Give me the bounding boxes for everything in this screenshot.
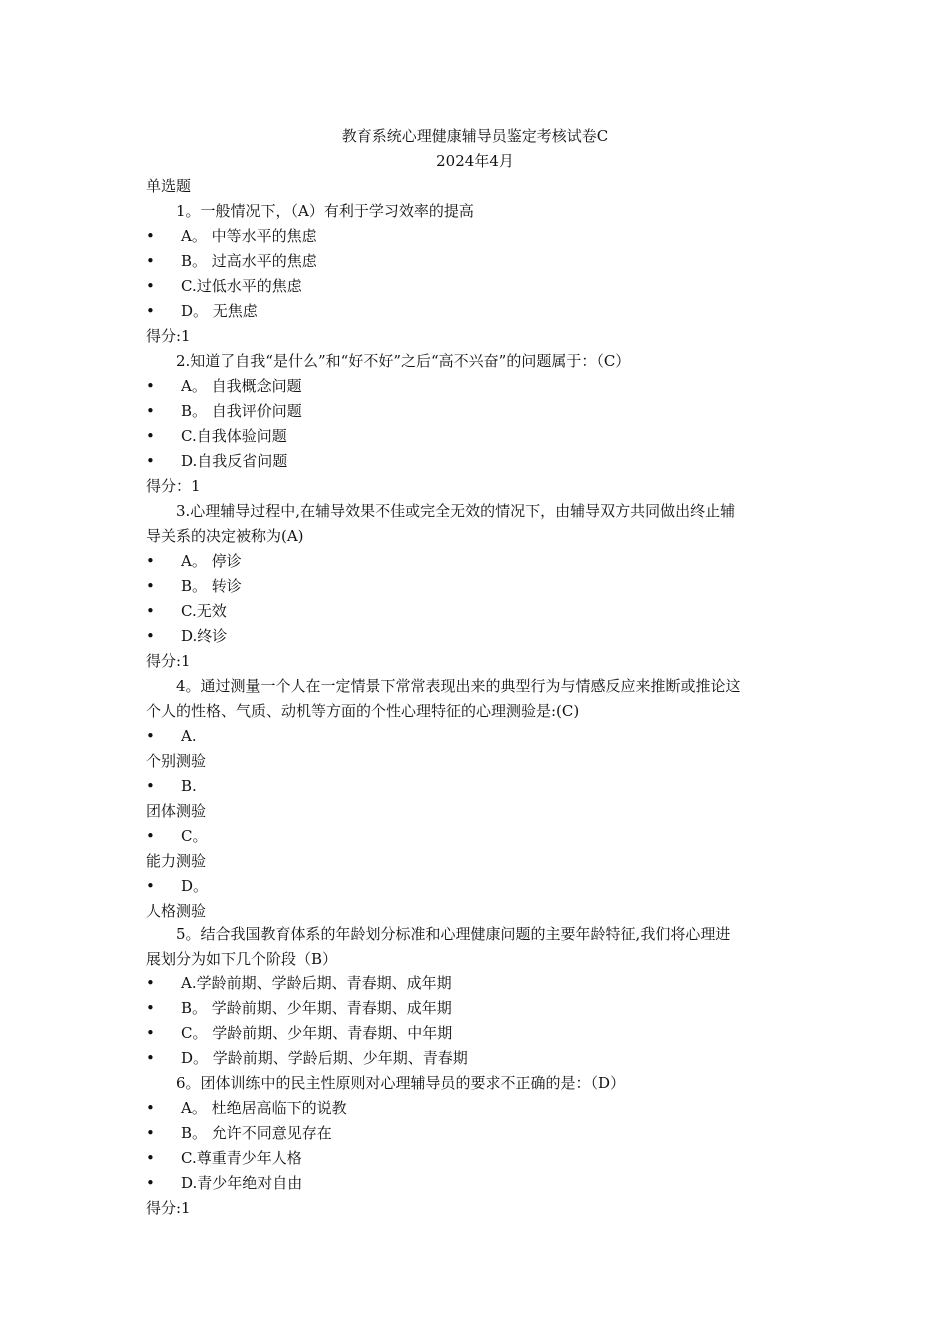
q4-option-b: • B. [0,774,950,799]
bullet: • [146,1149,155,1167]
bullet: • [146,427,155,445]
bullet: • [146,552,155,570]
q2-option-d: • D.自我反省问题 [0,449,950,474]
q4-option-d: • D。 [0,874,950,899]
q4-option-d-text: 人格测验 [146,902,207,920]
q6-score: 得分:1 [146,1199,191,1217]
bullet: • [146,402,155,420]
bullet: • [146,577,155,595]
q5-option-a: • A.学龄前期、学龄后期、青春期、成年期 [0,971,950,996]
bullet: • [146,302,155,320]
bullet: • [146,1024,155,1042]
q5-option-b: • B。 学龄前期、少年期、青春期、成年期 [0,996,950,1021]
bullet: • [146,277,155,295]
bullet: • [146,1049,155,1067]
q1-option-b: • B。 过高水平的焦虑 [0,249,950,274]
question-1: 1。一般情况下，（A）有利于学习效率的提高 [176,202,474,220]
bullet: • [146,1174,155,1192]
q4-option-a: • A. [0,724,950,749]
q4-option-b-text: 团体测验 [146,802,207,820]
q4-option-a-text: 个别测验 [146,752,207,770]
q5-option-d: • D。 学龄前期、学龄后期、少年期、青春期 [0,1046,950,1071]
bullet: • [146,877,155,895]
question-3-line-2: 导关系的决定被称为(A) [146,527,304,545]
q4-option-c: • C。 [0,824,950,849]
bullet: • [146,1124,155,1142]
question-3-line-1: 3.心理辅导过程中,在辅导效果不佳或完全无效的情况下，由辅导双方共同做出终止辅 [176,502,736,520]
bullet: • [146,1099,155,1117]
q1-option-c: • C.过低水平的焦虑 [0,274,950,299]
q6-option-a: • A。 杜绝居高临下的说教 [0,1096,950,1121]
q1-score: 得分:1 [146,327,191,345]
bullet: • [146,827,155,845]
bullet: • [146,627,155,645]
question-5-line-2: 展划分为如下几个阶段（B） [146,950,338,968]
bullet: • [146,727,155,745]
q6-option-c: • C.尊重青少年人格 [0,1146,950,1171]
q2-option-a: • A。 自我概念问题 [0,374,950,399]
doc-title: 教育系统心理健康辅导员鉴定考核试卷C [341,127,609,145]
bullet: • [146,377,155,395]
bullet: • [146,999,155,1017]
bullet: • [146,452,155,470]
bullet: • [146,227,155,245]
q6-option-d: • D.青少年绝对自由 [0,1171,950,1196]
bullet: • [146,974,155,992]
q1-option-a: • A。 中等水平的焦虑 [0,224,950,249]
q2-option-c: • C.自我体验问题 [0,424,950,449]
question-5-line-1: 5。结合我国教育体系的年龄划分标准和心理健康问题的主要年龄特征,我们将心理进 [176,925,731,943]
bullet: • [146,602,155,620]
section-heading: 单选题 [146,177,192,195]
doc-date: 2024年4月 [436,152,514,170]
question-4-line-2: 个人的性格、气质、动机等方面的个性心理特征的心理测验是:(C) [146,702,580,720]
question-6: 6。团体训练中的民主性原则对心理辅导员的要求不正确的是：（D） [176,1074,626,1092]
q2-option-b: • B。 自我评价问题 [0,399,950,424]
q5-option-c: • C。 学龄前期、少年期、青春期、中年期 [0,1021,950,1046]
q4-option-c-text: 能力测验 [146,852,207,870]
q3-option-c: • C.无效 [0,599,950,624]
q6-option-b: • B。 允许不同意见存在 [0,1121,950,1146]
question-2: 2.知道了自我“是什么”和“好不好”之后“高不兴奋”的问题属于：（C） [176,352,631,370]
bullet: • [146,777,155,795]
q3-score: 得分:1 [146,652,191,670]
q2-score: 得分：1 [146,477,201,495]
question-4-line-1: 4。通过测量一个人在一定情景下常常表现出来的典型行为与情感反应来推断或推论这 [176,677,741,695]
q1-option-d: • D。 无焦虑 [0,299,950,324]
q3-option-d: • D.终诊 [0,624,950,649]
q3-option-a: • A。 停诊 [0,549,950,574]
q3-option-b: • B。 转诊 [0,574,950,599]
bullet: • [146,252,155,270]
